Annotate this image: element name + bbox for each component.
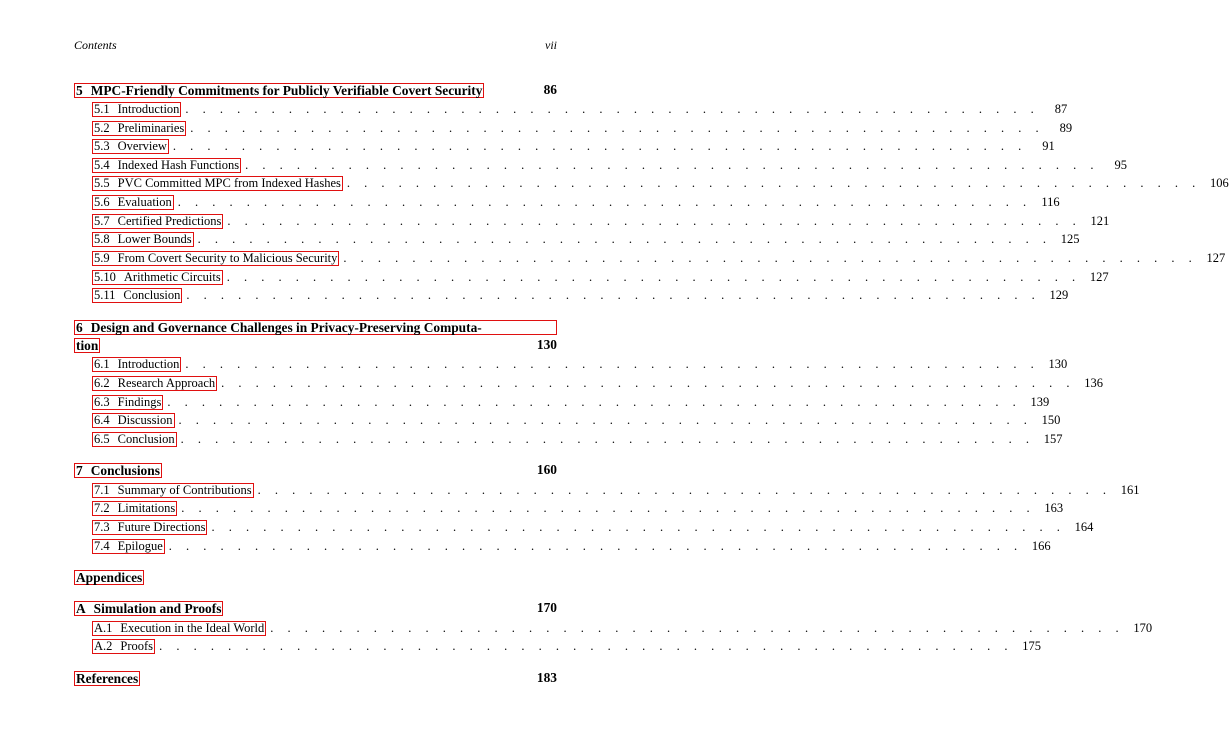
dot-leader: . . . . . . . . . . . . . . . . . . . . . . . . . . . . . . . . . . . . . . . . . . . . . . . . . . [343, 251, 1198, 265]
toc-page: 150 [1041, 413, 1061, 427]
toc-link[interactable]: 5.5 PVC Committed MPC from Indexed Hashes [94, 175, 341, 190]
toc-link[interactable]: 5.4 Indexed Hash Functions [94, 157, 240, 172]
toc-page: 175 [1022, 639, 1041, 653]
toc-link[interactable]: 5.1 Introduction [94, 101, 180, 116]
dot-leader: . . . . . . . . . . . . . . . . . . . . . . . . . . . . . . . . . . . . . . . . . . . . . . . . . . [180, 432, 1035, 446]
toc-page: 170 [536, 600, 557, 615]
dot-leader: . . . . . . . . . . . . . . . . . . . . . . . . . . . . . . . . . . . . . . . . . . . . . . . . . . [168, 539, 1023, 553]
toc-section-7-4[interactable] [92, 538, 1051, 554]
toc-page: 136 [1084, 376, 1104, 390]
toc-link[interactable]: 6.5 Conclusion [94, 431, 175, 446]
toc-link[interactable]: A.1 Execution in the Ideal World [94, 620, 265, 635]
toc-link[interactable]: 7.2 Limitations [94, 500, 176, 515]
page-number: vii [545, 38, 557, 52]
dot-leader: . . . . . . . . . . . . . . . . . . . . . . . . . . . . . . . . . . . . . . . . . . . . . . . . . . [178, 413, 1033, 427]
toc-link[interactable]: 7.4 Epilogue [94, 538, 163, 553]
toc-link[interactable]: 7.3 Future Directions [94, 519, 206, 534]
toc-section-6-2[interactable] [92, 375, 1104, 391]
toc-section-5-7[interactable] [92, 213, 1110, 229]
toc-page: 116 [1041, 195, 1060, 209]
toc-page: 170 [1133, 621, 1153, 635]
toc-page: 125 [1060, 232, 1080, 246]
dot-leader: . . . . . . . . . . . . . . . . . . . . . . . . . . . . . . . . . . . . . . . . . . . . . . . . . . [346, 176, 1201, 190]
toc-section-5-9[interactable] [92, 250, 1226, 266]
toc-page: 183 [536, 670, 557, 685]
toc-link[interactable]: 5 MPC-Friendly Commitments for Publicly Verifiable Covert Security [76, 82, 483, 98]
dot-leader: . . . . . . . . . . . . . . . . . . . . . . . . . . . . . . . . . . . . . . . . . . . . . . . . . . [172, 139, 1027, 153]
toc-appendix-a[interactable] [74, 600, 557, 616]
dot-leader: . . . . . . . . . . . . . . . . . . . . . . . . . . . . . . . . . . . . . . . . . . . . . . . . . . [167, 395, 1022, 409]
toc-page: 86 [543, 82, 557, 97]
running-head: Contents [74, 38, 117, 52]
toc-section-5-10[interactable] [92, 269, 1109, 285]
dot-leader: . . . . . . . . . . . . . . . . . . . . . . . . . . . . . . . . . . . . . . . . . . . . . . . . . . [221, 376, 1076, 390]
toc-page: 121 [1090, 214, 1110, 228]
toc-section-5-2[interactable] [92, 120, 1073, 136]
toc-page: 157 [1043, 432, 1063, 446]
toc-link[interactable]: 5.7 Certified Predictions [94, 213, 222, 228]
toc-link[interactable]: A Simulation and Proofs [76, 600, 222, 616]
toc-page: 89 [1059, 121, 1073, 135]
toc-section-6-5[interactable] [92, 431, 1063, 447]
toc-link[interactable]: A.2 Proofs [94, 638, 154, 653]
toc-link[interactable]: 7 Conclusions [76, 462, 160, 478]
toc-link[interactable]: References [76, 670, 139, 686]
toc-section-7-2[interactable] [92, 500, 1064, 516]
toc-section-5-3[interactable] [92, 138, 1055, 154]
toc-link[interactable]: 6.3 Findings [94, 394, 162, 409]
toc-section-6-1[interactable] [92, 356, 1068, 372]
toc-link[interactable]: 5.10 Arithmetic Circuits [94, 269, 221, 284]
toc-link[interactable]: 5.3 Overview [94, 138, 167, 153]
dot-leader: . . . . . . . . . . . . . . . . . . . . . . . . . . . . . . . . . . . . . . . . . . . . . . . . . . [211, 520, 1066, 534]
toc-link[interactable]: 5.2 Preliminaries [94, 120, 185, 135]
dot-leader: . . . . . . . . . . . . . . . . . . . . . . . . . . . . . . . . . . . . . . . . . . . . . . . . . . [181, 501, 1036, 515]
page-header [74, 38, 557, 53]
toc-page: 161 [1120, 483, 1140, 497]
toc-section-a-2[interactable] [92, 638, 1041, 654]
dot-leader: . . . . . . . . . . . . . . . . . . . . . . . . . . . . . . . . . . . . . . . . . . . . . . . . . . [226, 270, 1081, 284]
toc-page: 163 [1044, 501, 1064, 515]
toc-page: 160 [536, 462, 557, 477]
toc-page: 127 [1089, 270, 1109, 284]
toc-link[interactable]: 5.11 Conclusion [94, 287, 181, 302]
toc-section-5-4[interactable] [92, 157, 1128, 173]
toc-page: 130 [1048, 357, 1068, 371]
dot-leader: . . . . . . . . . . . . . . . . . . . . . . . . . . . . . . . . . . . . . . . . . . . . . . . . . . [197, 232, 1052, 246]
toc-section-5-5[interactable] [92, 175, 1229, 191]
toc-link[interactable]: 5.9 From Covert Security to Malicious Security [94, 250, 338, 265]
toc-page: 166 [1031, 539, 1051, 553]
toc-section-6-3[interactable] [92, 394, 1050, 410]
toc-link[interactable]: 6.4 Discussion [94, 412, 173, 427]
toc-section-6-4[interactable] [92, 412, 1061, 428]
toc-appendices[interactable] [74, 569, 557, 585]
toc-link[interactable]: 5.6 Evaluation [94, 194, 172, 209]
toc-chapter-6-cont[interactable] [74, 337, 557, 353]
toc-link[interactable]: tion [76, 337, 99, 353]
toc-section-7-3[interactable] [92, 519, 1094, 535]
toc-section-7-1[interactable] [92, 482, 1140, 498]
dot-leader: . . . . . . . . . . . . . . . . . . . . . . . . . . . . . . . . . . . . . . . . . . . . . . . . . . [177, 195, 1032, 209]
toc-section-5-1[interactable] [92, 101, 1068, 117]
dot-leader: . . . . . . . . . . . . . . . . . . . . . . . . . . . . . . . . . . . . . . . . . . . . . . . . . . [227, 214, 1082, 228]
toc-link[interactable]: Appendices [76, 569, 143, 585]
toc-chapter-5[interactable] [74, 82, 557, 98]
toc-section-5-6[interactable] [92, 194, 1060, 210]
toc-page: 139 [1030, 395, 1050, 409]
dot-leader: . . . . . . . . . . . . . . . . . . . . . . . . . . . . . . . . . . . . . . . . . . . . . . . . . . [245, 158, 1100, 172]
toc-chapter-7[interactable] [74, 462, 557, 478]
toc-link[interactable]: 6.2 Research Approach [94, 375, 216, 390]
dot-leader: . . . . . . . . . . . . . . . . . . . . . . . . . . . . . . . . . . . . . . . . . . . . . . . . . . [185, 102, 1040, 116]
dot-leader: . . . . . . . . . . . . . . . . . . . . . . . . . . . . . . . . . . . . . . . . . . . . . . . . . . [257, 483, 1112, 497]
toc-section-5-11[interactable] [92, 287, 1069, 303]
toc-page: 91 [1042, 139, 1055, 153]
dot-leader: . . . . . . . . . . . . . . . . . . . . . . . . . . . . . . . . . . . . . . . . . . . . . . . . . . [186, 288, 1041, 302]
toc-chapter-6[interactable] [74, 319, 557, 335]
toc-section-a-1[interactable] [92, 620, 1153, 636]
toc-link[interactable]: 7.1 Summary of Contributions [94, 482, 252, 497]
toc-link[interactable]: 5.8 Lower Bounds [94, 231, 192, 246]
dot-leader: . . . . . . . . . . . . . . . . . . . . . . . . . . . . . . . . . . . . . . . . . . . . . . . . . . [270, 621, 1125, 635]
toc-page: 95 [1114, 158, 1128, 172]
toc-link[interactable]: 6 Design and Governance Challenges in Privacy-Preserving Computa- [74, 320, 557, 335]
toc-page: 164 [1074, 520, 1094, 534]
toc-page: 87 [1054, 102, 1068, 116]
toc-page: 127 [1206, 251, 1226, 265]
toc-section-5-8[interactable] [92, 231, 1080, 247]
dot-leader: . . . . . . . . . . . . . . . . . . . . . . . . . . . . . . . . . . . . . . . . . . . . . . . . . . [190, 121, 1045, 135]
toc-references[interactable] [74, 670, 557, 686]
toc-link[interactable]: 6.1 Introduction [94, 356, 180, 371]
toc-page: 106 [1210, 176, 1229, 190]
dot-leader: . . . . . . . . . . . . . . . . . . . . . . . . . . . . . . . . . . . . . . . . . . . . . . . . . . [159, 639, 1013, 653]
toc-page: 130 [536, 337, 557, 352]
toc-page: 129 [1049, 288, 1069, 302]
dot-leader: . . . . . . . . . . . . . . . . . . . . . . . . . . . . . . . . . . . . . . . . . . . . . . . . . . [185, 357, 1040, 371]
